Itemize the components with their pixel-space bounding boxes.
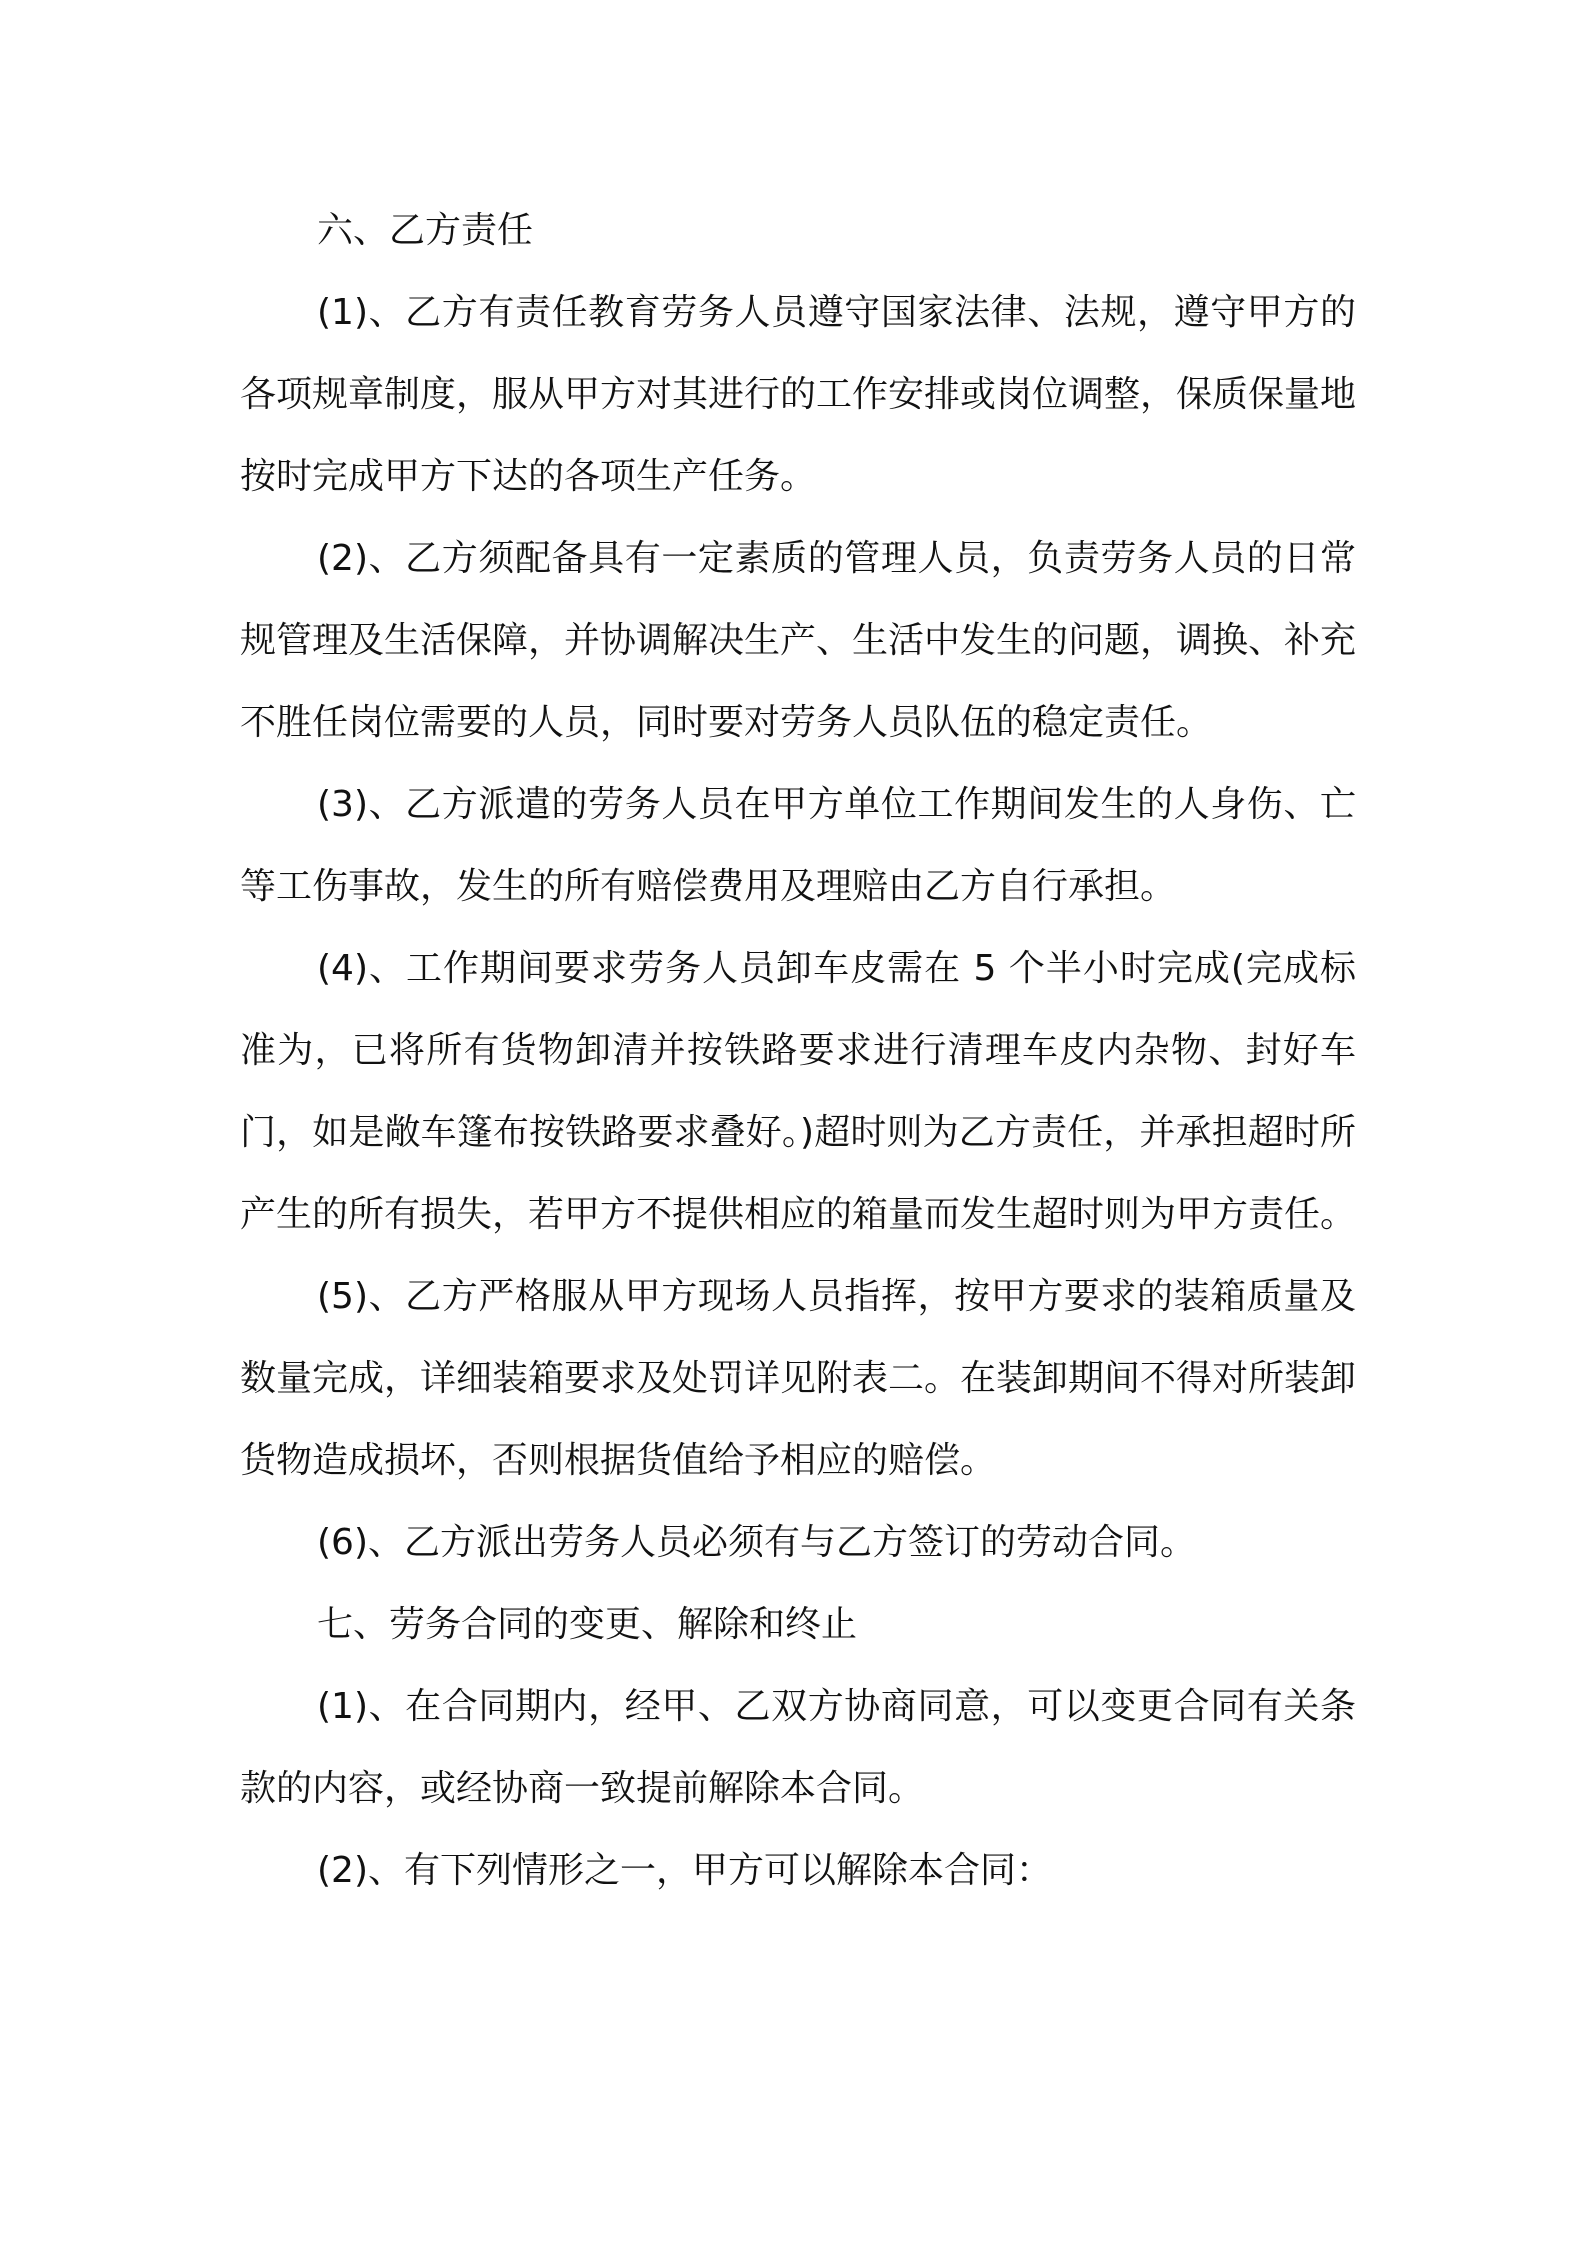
section-six-item-1: (1)、乙方有责任教育劳务人员遵守国家法律、法规，遵守甲方的各项规章制度，服从甲方对其进行的工作安排或岗位调整，保质保量地按时完成甲方下达的各项生产任务。 bbox=[240, 292, 1357, 497]
section-six-item-3: (3)、乙方派遣的劳务人员在甲方单位工作期间发生的人身伤、亡等工伤事故，发生的所有赔偿费用及理赔由乙方自行承担。 bbox=[240, 784, 1356, 907]
document-body bbox=[240, 190, 1356, 1912]
section-six-heading: 六、乙方责任 bbox=[317, 210, 534, 251]
section-six-item-4: (4)、工作期间要求劳务人员卸车皮需在 5 个半小时完成(完成标准为，已将所有货物卸清并按铁路要求进行清理车皮内杂物、封好车门，如是敞车篷布按铁路要求叠好。)超时则为乙方责任，并承担超时所产生的所有损失，若甲方不提供相应的箱量而发生超时则为甲方责任。 bbox=[240, 948, 1357, 1235]
section-seven-item-1: (1)、在合同期内，经甲、乙双方协商同意，可以变更合同有关条款的内容，或经协商一致提前解除本合同。 bbox=[240, 1686, 1356, 1809]
section-six-item-2: (2)、乙方须配备具有一定素质的管理人员，负责劳务人员的日常规管理及生活保障，并协调解决生产、生活中发生的问题，调换、补充不胜任岗位需要的人员，同时要对劳务人员队伍的稳定责任。 bbox=[240, 538, 1357, 743]
section-six-item-6: (6)、乙方派出劳务人员必须有与乙方签订的劳动合同。 bbox=[317, 1522, 1196, 1563]
section-six-item-5: (5)、乙方严格服从甲方现场人员指挥，按甲方要求的装箱质量及数量完成，详细装箱要求及处罚详见附表二。在装卸期间不得对所装卸货物造成损坏，否则根据货值给予相应的赔偿。 bbox=[240, 1276, 1357, 1481]
section-seven-item-2: (2)、有下列情形之一，甲方可以解除本合同： bbox=[317, 1850, 1052, 1891]
section-seven-heading: 七、劳务合同的变更、解除和终止 bbox=[317, 1604, 858, 1645]
